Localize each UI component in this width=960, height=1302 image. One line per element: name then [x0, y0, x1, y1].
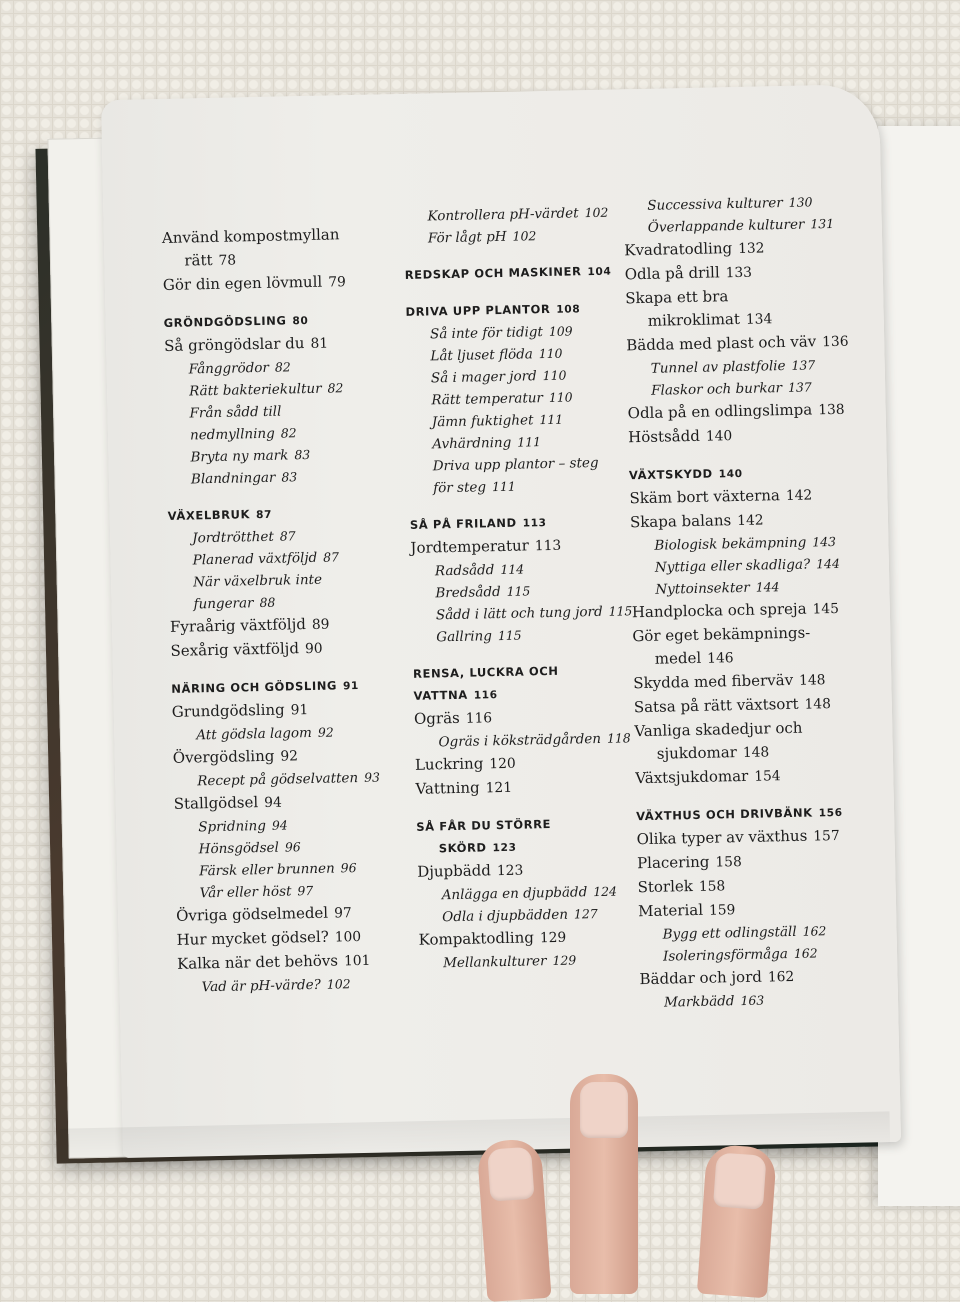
toc-page-number: 162 — [802, 923, 827, 939]
toc-entry-title: Låt ljuset flöda — [430, 346, 533, 365]
toc-page-number: 123 — [496, 862, 524, 880]
toc-page-number: 124 — [593, 883, 618, 900]
toc-entry-title: Hur mycket gödsel? — [176, 927, 329, 949]
toc-entry-title: Bredsådd — [435, 584, 501, 602]
toc-entry-title: Luckring — [414, 754, 484, 774]
toc-entry-title: VÄXTSKYDD — [628, 466, 713, 483]
toc-entry-title: Driva upp plantor – steg — [432, 454, 599, 475]
toc-entry-title: Rätt temperatur — [431, 390, 544, 409]
toc-entry-title: När växelbruk inte — [192, 571, 323, 591]
toc-page-number: 110 — [538, 345, 563, 362]
toc-entry-title: Färsk eller brunnen — [199, 860, 335, 880]
toc-page-number: 90 — [304, 640, 323, 658]
toc-entry-title: Mellankulturer — [442, 953, 547, 972]
toc-entry-title: VÄXELBRUK — [167, 507, 251, 523]
toc-page-number: 78 — [218, 252, 237, 269]
toc-page-number: 96 — [340, 860, 357, 876]
toc-entry-title: Använd kompostmyllan — [161, 225, 340, 248]
toc-entry-title: Nyttiga eller skadliga? — [654, 556, 811, 576]
toc-entry-title: Att gödsla lagom — [196, 724, 313, 744]
toc-entry-title: Odla i djupbädden — [442, 906, 569, 926]
toc-page-number: 138 — [818, 401, 845, 419]
toc-entry-title: Ogräs i köksträdgården — [438, 730, 602, 751]
toc-entry-title: fungerar — [193, 595, 254, 613]
toc-entry-title: SÅ FÅR DU STÖRRE — [416, 816, 552, 834]
toc-entry-title: Vad är pH-värde? — [201, 976, 322, 996]
toc-entry-title: Sexårig växtföljd — [170, 639, 300, 660]
toc-entry-title: RENSA, LUCKRA OCH — [412, 663, 559, 681]
toc-entry — [163, 269, 403, 298]
toc-entry-title: Storlek — [637, 877, 694, 897]
toc-entry-title: Kalka när det behövs — [176, 951, 339, 973]
toc-page-number: 115 — [497, 627, 522, 644]
toc-page-number: 110 — [548, 389, 573, 405]
toc-page-number: 137 — [787, 379, 812, 395]
toc-page-number: 159 — [708, 902, 736, 919]
toc-entry-title: DRIVA UPP PLANTOR — [405, 301, 551, 319]
toc-entry-title: För lågt pH — [427, 228, 507, 247]
toc-page-number: 81 — [310, 335, 329, 352]
toc-entry-title: SÅ PÅ FRILAND — [409, 515, 517, 532]
toc-page-number: 129 — [552, 952, 577, 968]
toc-page-number: 120 — [489, 755, 516, 773]
toc-entry-title: VÄXTHUS OCH DRIVBÄNK — [635, 805, 813, 824]
toc-page-number: 113 — [522, 517, 547, 530]
toc-page-number: 96 — [284, 839, 301, 855]
toc-page-number: 110 — [542, 367, 567, 384]
toc-page-number: 133 — [725, 264, 753, 282]
toc-entry-title: Biologisk bekämpning — [654, 534, 807, 554]
fingers — [470, 1060, 790, 1280]
toc-page-number: 108 — [556, 303, 581, 316]
toc-page-number: 87 — [279, 528, 296, 544]
toc-entry-title: medel — [654, 648, 702, 668]
toc-entry-title: Ogräs — [413, 708, 460, 728]
toc-page-number: 127 — [573, 906, 598, 922]
toc-entry-title: SKÖRD — [438, 840, 487, 856]
toc-entry-title: Successiva kulturer — [647, 195, 783, 214]
toc-page — [101, 84, 901, 1158]
toc-page-number: 140 — [718, 467, 743, 481]
toc-entry-title: Bryta ny mark — [190, 447, 289, 466]
toc-page-number: 92 — [280, 748, 299, 765]
toc-entry-title: Så inte för tidigt — [429, 324, 544, 343]
toc-page-number: 82 — [327, 380, 344, 396]
toc-page-number: 83 — [281, 469, 298, 485]
toc-page-number: 163 — [740, 992, 765, 1009]
toc-page-number: 101 — [343, 952, 371, 970]
toc-page-number: 82 — [280, 425, 297, 441]
toc-page-number: 144 — [755, 579, 780, 595]
toc-subentry — [404, 223, 644, 250]
toc-page-number: 121 — [485, 779, 513, 797]
toc-entry-title: Tunnel av plastfolie — [650, 357, 786, 377]
toc-entry-title: Jämn fuktighet — [431, 412, 534, 431]
toc-subentry — [412, 622, 652, 649]
toc-entry-title: Fånggrödor — [188, 359, 270, 378]
toc-page-number: 114 — [500, 561, 525, 578]
toc-page-number: 148 — [798, 672, 826, 689]
toc-page-number: 102 — [512, 228, 537, 244]
toc-page-number: 82 — [274, 359, 291, 375]
toc-entry-title: Bygg ett odlingställ — [662, 923, 797, 943]
toc-entry-title: Gör din egen lövmull — [162, 272, 323, 295]
toc-entry-title: NÄRING OCH GÖDSLING — [171, 678, 338, 696]
toc-entry-title: Jordtrötthet — [192, 528, 274, 547]
toc-page-number: 97 — [297, 882, 314, 899]
toc-page-number: 129 — [539, 929, 567, 947]
toc-page-number: 111 — [491, 478, 516, 495]
toc-entry-title: Nyttoinsekter — [655, 579, 750, 598]
toc-entry — [170, 635, 410, 664]
toc-column-3 — [623, 190, 890, 1014]
toc-entry-title: Hönsgödsel — [198, 839, 280, 858]
toc-entry-title: Material — [637, 900, 704, 921]
toc-entry-title: Kompaktodling — [418, 928, 535, 949]
toc-page-number: 80 — [292, 314, 309, 328]
toc-entry-title: mikroklimat — [647, 309, 741, 330]
toc-entry-title: Odla på en odlingslimpa — [627, 400, 813, 423]
toc-entry-title: Så gröngödslar du — [163, 334, 305, 355]
toc-page-number: 91 — [342, 679, 360, 693]
toc-entry-title: Vanliga skadedjur och — [634, 718, 803, 741]
toc-subentry — [640, 987, 890, 1014]
toc-page-number: 79 — [328, 274, 346, 291]
toc-entry-title: Flaskor och burkar — [651, 380, 783, 399]
toc-page-number: 162 — [793, 945, 818, 961]
toc-entry-title: sjukdomar — [656, 743, 738, 763]
toc-entry-title: Från sådd till — [189, 403, 282, 422]
toc-page-number: 146 — [707, 650, 734, 667]
toc-entry-title: Djupbädd — [417, 861, 492, 881]
toc-entry-title: Skapa ett bra — [625, 287, 729, 308]
toc-page-number: 136 — [822, 333, 849, 351]
toc-entry-title: Anlägga en djupbädd — [441, 884, 588, 904]
toc-page-number: 148 — [804, 696, 832, 713]
toc-entry-title: Gallring — [436, 628, 493, 646]
toc-entry-title: Skapa balans — [629, 511, 732, 532]
toc-page-number: 94 — [264, 794, 282, 811]
toc-entry-title: Fyraårig växtföljd — [169, 615, 307, 636]
toc-subentry — [177, 972, 417, 999]
toc-page-number: 102 — [584, 204, 609, 221]
toc-page-number: 94 — [271, 817, 288, 833]
toc-entry-title: Övriga gödselmedel — [175, 903, 329, 925]
toc-page-number: 109 — [548, 323, 573, 339]
toc-entry-title: Odla på drill — [624, 263, 720, 284]
toc-entry-title: Isoleringsförmåga — [662, 946, 789, 965]
toc-page-number: 118 — [606, 730, 631, 746]
toc-entry — [628, 421, 878, 450]
toc-entry-title: Skydda med fiberväv — [633, 670, 794, 693]
toc-page-number: 88 — [259, 594, 276, 611]
toc-page-number: 158 — [698, 878, 726, 895]
toc-page-number: 113 — [534, 537, 562, 555]
toc-page-number: 97 — [333, 905, 352, 922]
toc-entry-title: Så i mager jord — [430, 368, 537, 387]
toc-page-number: 137 — [791, 357, 816, 373]
toc-page-number: 115 — [506, 583, 531, 599]
toc-page-number: 83 — [294, 446, 311, 463]
toc-entry-title: Övergödsling — [172, 746, 275, 767]
toc-entry-title: Kontrollera pH-värdet — [427, 205, 579, 225]
toc-entry-title: REDSKAP OCH MASKINER — [404, 264, 582, 282]
toc-entry-title: Planerad växtföljd — [192, 549, 318, 569]
toc-page-number: 142 — [737, 512, 764, 530]
toc-entry-title: Höstsådd — [627, 426, 701, 447]
toc-entry-title: nedmyllning — [189, 425, 275, 444]
toc-entry — [635, 762, 885, 791]
toc-page-number: 144 — [816, 555, 841, 572]
toc-page-number: 134 — [745, 311, 773, 328]
toc-entry-title: Växtsjukdomar — [635, 766, 749, 788]
toc-entry-title: Olika typer av växthus — [636, 826, 808, 849]
toc-page-number: 115 — [608, 603, 633, 619]
toc-entry-title: Gör eget bekämpnings- — [632, 623, 811, 646]
toc-entry-title: rätt — [184, 250, 213, 270]
toc-page-number: 131 — [810, 215, 835, 232]
toc-entry-title: Jordtemperatur — [410, 536, 530, 557]
toc-page-number: 104 — [587, 265, 612, 279]
toc-page-number: 92 — [317, 724, 334, 740]
toc-column-1 — [162, 222, 418, 999]
toc-page-number: 116 — [473, 689, 498, 702]
toc-entry-title: Spridning — [198, 817, 267, 836]
toc-entry-title: Sådd i lätt och tung jord — [435, 603, 603, 624]
toc-page-number: 140 — [705, 428, 733, 445]
toc-page-number: 156 — [818, 806, 843, 820]
toc-page-number: 123 — [492, 841, 517, 855]
toc-entry-title: Satsa på rätt växtsort — [633, 694, 799, 717]
toc-subentry — [167, 464, 407, 491]
toc-entry-title: Stallgödsel — [173, 793, 259, 813]
toc-entry-title: Markbädd — [663, 993, 735, 1011]
toc-page-number: 130 — [788, 194, 813, 210]
toc-column-2 — [403, 201, 659, 975]
toc-subentry — [409, 473, 649, 500]
toc-page-number: 87 — [323, 549, 340, 565]
toc-page-number: 157 — [813, 827, 840, 845]
toc-page-number: 111 — [539, 411, 564, 428]
toc-page-number: 100 — [334, 929, 362, 946]
toc-page-number: 145 — [812, 600, 840, 618]
toc-entry — [415, 773, 655, 802]
toc-entry-title: Bädda med plast och väv — [626, 332, 817, 355]
toc-entry-title: Bäddar och jord — [639, 967, 763, 989]
toc-page-number: 143 — [812, 533, 837, 550]
toc-entry-title: Blandningar — [190, 469, 276, 488]
toc-page-number: 102 — [326, 976, 351, 992]
toc-page-number: 158 — [715, 854, 742, 871]
toc-entry-title: Överlappande kulturer — [647, 216, 805, 236]
toc-entry-title: VATTNA — [413, 687, 468, 703]
toc-section-heading — [405, 259, 645, 287]
toc-entry-title: GRÖNDGÖDSLING — [163, 313, 287, 330]
toc-entry-title: Rätt bakteriekultur — [188, 380, 322, 400]
toc-subentry — [419, 948, 659, 975]
toc-entry-title: för steg — [433, 479, 487, 497]
toc-page-number: 162 — [767, 968, 795, 986]
toc-entry-title: Vår eller höst — [199, 883, 292, 902]
toc-page-number: 154 — [754, 768, 781, 785]
toc-page-number: 87 — [255, 508, 273, 522]
toc-entry-title: Vattning — [415, 778, 480, 798]
toc-entry-title: Avhärdning — [432, 434, 512, 453]
toc-page-number: 148 — [742, 744, 770, 761]
toc-entry-title: Grundgödsling — [171, 700, 285, 721]
toc-entry-title: Skäm bort växterna — [629, 486, 781, 508]
toc-entry-title: Radsådd — [434, 562, 495, 580]
toc-page-number: 142 — [785, 487, 813, 505]
toc-page-number: 93 — [363, 769, 381, 785]
toc-page-number: 116 — [465, 710, 493, 727]
toc-page-number: 132 — [737, 240, 765, 257]
toc-entry-title: Recept på gödselvatten — [197, 770, 359, 790]
toc-entry-title: Kvadratodling — [624, 239, 733, 260]
toc-entry-title: Handplocka och spreja — [631, 599, 807, 622]
toc-page-number: 111 — [517, 434, 542, 450]
toc-page-number: 91 — [290, 702, 309, 719]
toc-entry-title: Placering — [636, 852, 710, 873]
toc-page-number: 89 — [311, 616, 330, 633]
